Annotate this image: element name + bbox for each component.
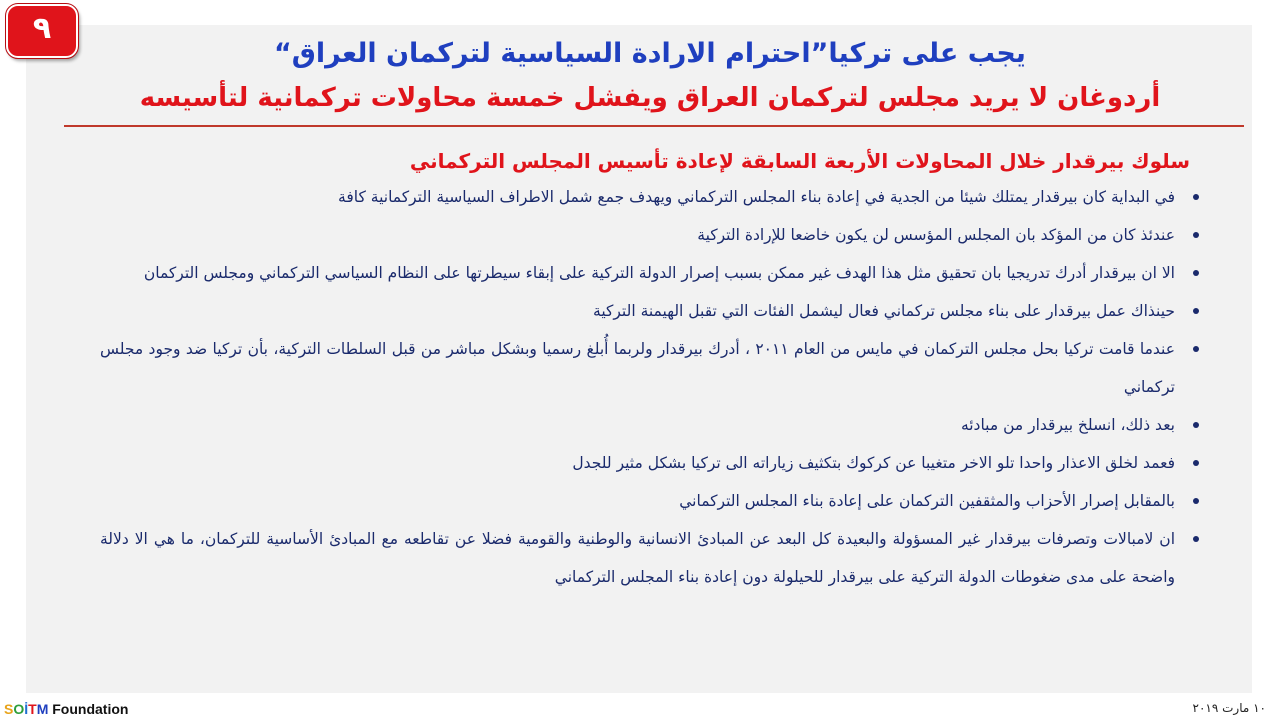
list-item-text: بالمقابل إصرار الأحزاب والمثقفين التركمان على إعادة بناء المجلس التركماني [679,492,1175,510]
bullet-icon [1193,498,1199,504]
list-item-text: عندئذ كان من المؤكد بان المجلس المؤسس لن يكون خاضعا للإرادة التركية [697,226,1175,244]
list-item [100,216,1205,254]
list-item [100,292,1205,330]
list-item-text: حينذاك عمل بيرقدار على بناء مجلس تركماني فعال ليشمل الفئات التي تقبل الهيمنة التركية [593,302,1175,320]
list-item-text: عندما قامت تركيا بحل مجلس التركمان في مايس من العام ٢٠١١ ، أدرك بيرقدار ولربما أُبلغ رسميا وبشكل مباشر من قبل السلطات التركية، بأن تركيا ضد وجود مجلس تركماني [100,340,1175,396]
logo-letter-m: M [36,701,49,717]
list-item [100,406,1205,444]
list-item-text: في البداية كان بيرقدار يمتلك شيئا من الجدية في إعادة بناء المجلس التركماني ويهدف جمع شمل الاطراف السياسية التركمانية كافة [338,188,1175,206]
bullet-list [100,178,1205,596]
list-item [100,444,1205,482]
slide-title: يجب على تركيا”احترام الارادة السياسية لتركمان العراق“ [274,38,1026,69]
bullet-icon [1193,422,1199,428]
list-item [100,482,1205,520]
list-item-text: فعمد لخلق الاعذار واحدا تلو الاخر متغيبا عن كركوك بتكثيف زياراته الى تركيا بشكل مثير للجدل [572,454,1175,472]
list-item-text: الا ان بيرقدار أدرك تدريجيا بان تحقيق مثل هذا الهدف غير ممكن بسبب إصرار الدولة التركية على إبقاء سيطرتها على النظام السياسي التركماني ومجلس التركمان [143,264,1175,282]
bullet-icon [1193,460,1199,466]
slide-number-badge: ٩ [6,4,78,58]
bullet-icon [1193,270,1199,276]
list-item-text: بعد ذلك، انسلخ بيرقدار من مبادئه [960,416,1175,434]
logo-letter-o: O [13,701,25,717]
bullet-icon [1193,308,1199,314]
logo-text: Foundation [48,701,129,717]
slide-subtitle: أردوغان لا يريد مجلس لتركمان العراق ويفشل خمسة محاولات تركمانية لتأسيسه [139,83,1161,113]
list-item [100,178,1205,216]
bullet-icon [1193,346,1199,352]
list-item [100,520,1205,596]
bullet-icon [1193,232,1199,238]
bullet-icon [1193,536,1199,542]
bullet-icon [1193,194,1199,200]
logo-letter-s: S [4,701,14,717]
logo-letter-t: T [28,701,37,717]
footer-date: ١٠ مارت ٢٠١٩ [1192,701,1266,715]
list-item [100,254,1205,292]
title-divider [64,125,1244,127]
list-item [100,330,1205,406]
section-heading: سلوك بيرقدار خلال المحاولات الأربعة السابقة لإعادة تأسيس المجلس التركماني [409,149,1190,173]
foundation-logo [4,700,128,718]
logo-letter-i: İ [24,701,29,717]
list-item-text: ان لامبالات وتصرفات بيرقدار غير المسؤولة والبعيدة كل البعد عن المبادئ الانسانية والوطنية والقومية فضلا عن تقاطعه مع المبادئ الأساسية للتركمان، ما هي الا دلالة واضحة على مدى ضغوطات الدولة التركية على بيرقدار للحيلولة دون إعادة بناء المجلس التركماني [100,530,1175,586]
